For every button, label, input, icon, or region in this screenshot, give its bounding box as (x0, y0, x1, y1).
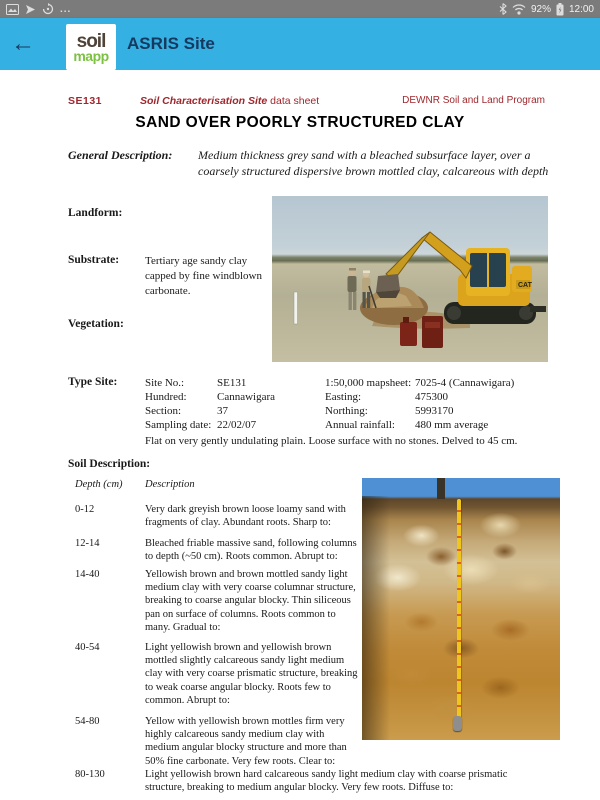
ts-value: 5993170 (415, 405, 454, 417)
ts-label: 1:50,000 mapsheet: (325, 377, 412, 389)
type-site-row (145, 376, 558, 390)
depth-cell: 54-80 (75, 716, 100, 727)
general-description-section (68, 148, 558, 179)
depth-cell: 12-14 (75, 538, 100, 549)
datasheet-header-row (68, 95, 545, 109)
depth-cell: 0-12 (75, 504, 95, 515)
vegetation-label: Vegetation: (68, 318, 124, 330)
table-row (75, 641, 359, 707)
excavator-illustration (272, 196, 548, 362)
status-right-icons (499, 3, 594, 16)
measuring-staff (457, 499, 461, 719)
table-row (75, 503, 359, 529)
plumb-bob (453, 716, 462, 731)
status-time: 12:00 (568, 3, 594, 15)
general-description-text: Medium thickness grey sand with a bleached subsurface layer, over a coarsely structured dispersive brown mottled clay, calcareous with depth (198, 148, 549, 178)
screenshot-icon (6, 4, 19, 15)
sync-icon (42, 3, 54, 15)
page-title: ASRIS Site (127, 34, 215, 53)
general-description-label: General Description: (68, 148, 173, 162)
profile-shadow (362, 496, 390, 740)
logo-text-soil: soil (76, 30, 106, 52)
bluetooth-icon (499, 3, 507, 15)
back-button[interactable]: ← (11, 30, 35, 57)
description-cell: Very dark greyish brown loose loamy sand with fragments of clay. Abundant roots. Sharp to: (145, 504, 346, 529)
export-icon (25, 4, 36, 15)
description-header: Description (145, 479, 195, 490)
ts-value: 22/02/07 (217, 419, 257, 431)
type-site-row (145, 404, 558, 418)
ts-value: Cannawigara (217, 391, 276, 403)
status-bar (0, 0, 600, 18)
substrate-text: Tertiary age sandy clay capped by fine windblown carbonate. (145, 255, 262, 297)
site-note: Flat on very gently undulating plain. Loose surface with no stones. Delved to 45 cm. (145, 435, 518, 447)
ts-label: Northing: (325, 405, 368, 417)
description-cell: Bleached friable massive sand, following columns to depth (~50 cm). Roots common. Abrupt to: (145, 538, 357, 563)
ts-label: Section: (145, 405, 182, 417)
table-row (75, 568, 359, 634)
site-photo-excavator (272, 196, 548, 362)
more-icon: ... (60, 3, 72, 15)
landform-label: Landform: (68, 207, 123, 219)
ts-value: 480 mm average (415, 419, 489, 431)
svg-text:CAT: CAT (518, 282, 532, 289)
datasheet-document (0, 70, 600, 800)
ts-value: 7025-4 (Cannawigara) (415, 377, 515, 389)
table-row (75, 768, 545, 794)
ts-value: 37 (217, 405, 228, 417)
status-left-icons (6, 3, 71, 15)
ts-label: Sampling date: (145, 419, 212, 431)
type-site-table (145, 376, 558, 432)
battery-percent: 92% (530, 3, 551, 15)
datasheet-subtitle (140, 95, 319, 107)
depth-header: Depth (cm) (75, 479, 123, 490)
soil-title: SAND OVER POORLY STRUCTURED CLAY (135, 114, 465, 131)
ts-label: Annual rainfall: (325, 419, 395, 431)
depth-cell: 80-130 (75, 769, 105, 780)
ts-label: Easting: (325, 391, 362, 403)
table-row (75, 715, 359, 768)
subtitle-italic-part: Soil Characterisation Site (140, 95, 268, 107)
type-site-label: Type Site: (68, 376, 118, 388)
profile-post (437, 478, 445, 499)
description-cell: Yellowish brown and brown mottled sandy light medium clay with very coarse columnar structure, breaking to coarse angular blocky. Thin siliceous pan on surface of columns. Roots common to many. Gradual to: (145, 569, 356, 633)
ts-label: Site No.: (145, 377, 185, 389)
description-cell: Yellow with yellowish brown mottles firm very highly calcareous sandy medium clay with medium angular blocky structure and more than 50% fine carbonate. Very few roots. Clear to: (145, 716, 347, 767)
description-cell: Light yellowish brown hard calcareous sandy light medium clay with coarse prismatic structure, breaking to medium angular blocky. Very few roots. Diffuse to: (145, 769, 508, 794)
soil-description-label: Soil Description: (68, 458, 151, 470)
subtitle-rest-part: data sheet (267, 95, 320, 107)
program-name: DEWNR Soil and Land Program (402, 95, 545, 106)
depth-cell: 40-54 (75, 642, 100, 653)
description-cell: Light yellowish brown and yellowish brown mottled slightly calcareous sandy light medium clay with very coarse prismatic structure, breaking to weak coarse angular blocky. Roots few to common. Abrupt to: (145, 642, 358, 706)
site-code: SE131 (68, 95, 103, 107)
substrate-label: Substrate: (68, 254, 120, 266)
depth-cell: 14-40 (75, 569, 100, 580)
soilmapp-logo (66, 24, 116, 70)
app-bar (0, 18, 600, 70)
soil-profile-photo (362, 478, 560, 740)
logo-text-mapp: mapp (73, 47, 109, 64)
ts-label: Hundred: (145, 391, 187, 403)
type-site-row (145, 418, 558, 432)
table-row (75, 537, 359, 563)
ts-value: SE131 (217, 377, 247, 389)
ts-value: 475300 (415, 391, 448, 403)
wifi-icon (512, 4, 526, 15)
battery-icon (556, 3, 564, 16)
type-site-row (145, 390, 558, 404)
